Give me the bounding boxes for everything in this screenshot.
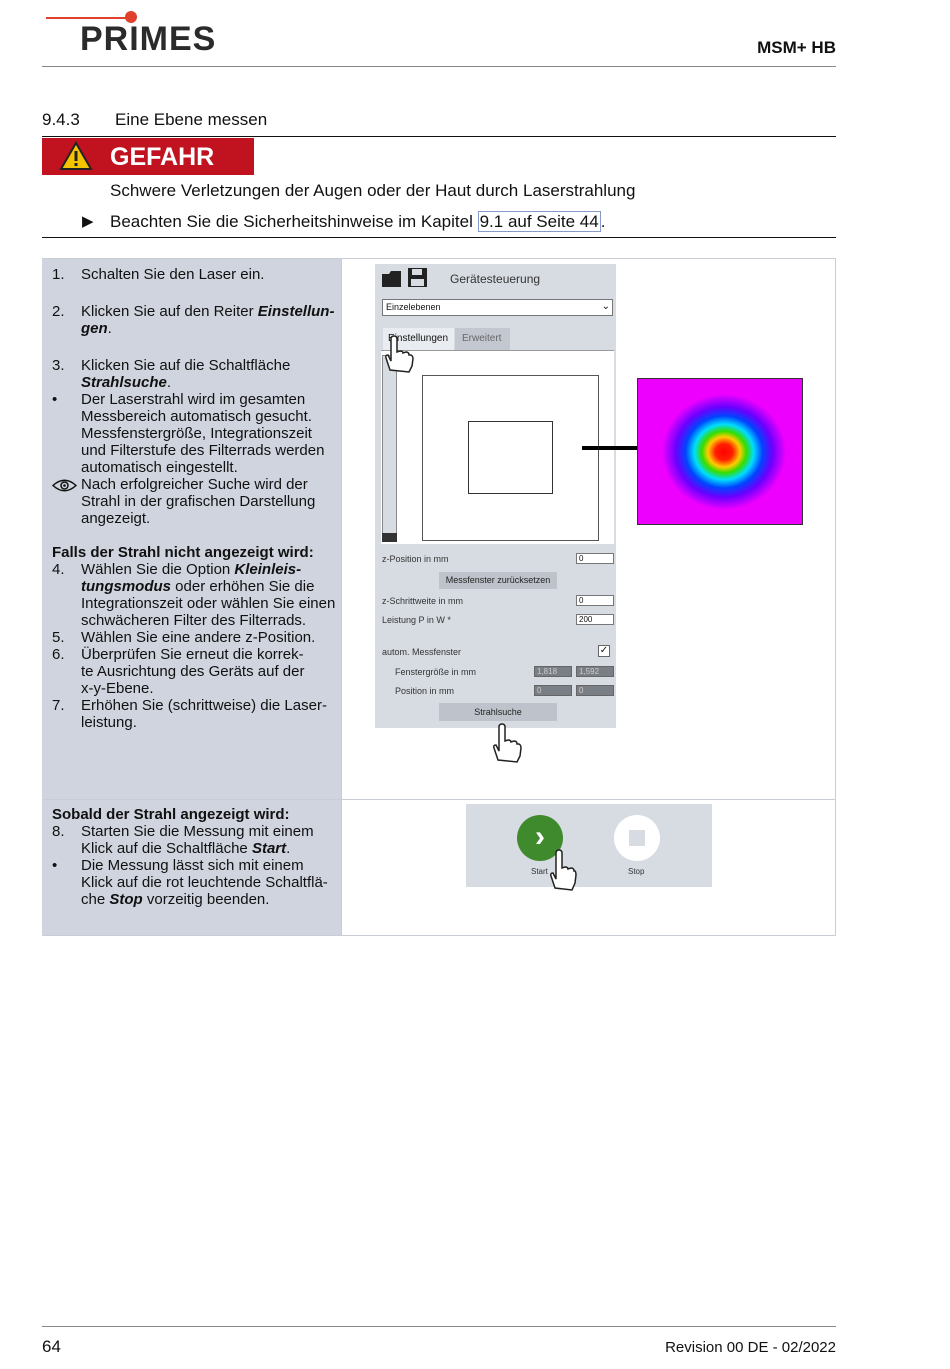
chevron-down-icon: ⌄ [601,301,610,312]
condition-heading: Falls der Strahl nicht angezeigt wird: [52,544,314,561]
row-divider [42,799,836,800]
z-step-input[interactable]: 0 [576,595,614,606]
section-number: 9.4.3 [42,110,80,129]
chapter-link[interactable]: 9.1 auf Seite 44 [479,212,599,231]
step-7: Erhöhen Sie (schrittweise) die Laser- [81,697,327,714]
safety-note-end: . [600,212,606,231]
z-slider-handle[interactable] [382,533,397,542]
step-8-cont [81,840,290,857]
window-size-x-input[interactable]: 1,818 [534,666,572,677]
danger-divider [42,237,836,238]
hand-pointer-icon [545,848,577,892]
auto-window-label: autom. Messfenster [382,647,462,657]
step-3: Klicken Sie auf die Schaltfläche [81,357,291,374]
section-divider [42,136,836,137]
logo-accent-line [46,17,126,19]
step-6-line: x-y-Ebene. [81,680,154,697]
step-number: 6. [52,646,65,663]
step-3-cont [81,374,171,391]
step-2-period: . [107,320,112,337]
step-number: 5. [52,629,65,646]
step-1: Schalten Sie den Laser ein. [81,266,265,283]
step-3-keyword: Strahlsuche [81,374,167,391]
step-number: 7. [52,697,65,714]
page-number: 64 [42,1337,61,1356]
tab-settings[interactable]: Einstellungen [383,328,454,350]
step-number: 3. [52,357,65,374]
step-4-text-2: oder erhöhen Sie die [171,578,315,595]
section-title: Eine Ebene messen [115,110,268,129]
z-step-label: z-Schrittweite in mm [382,596,464,606]
result-line: Messfenstergröße, Integrationszeit [81,425,312,442]
auto-window-checkbox[interactable]: ✓ [599,645,609,656]
stop-icon [629,830,645,846]
measurement-controls [466,804,712,887]
step-number: 4. [52,561,65,578]
step-4-text: Wählen Sie die Option [81,561,235,578]
step-2-text: Klicken Sie auf den Reiter [81,303,258,320]
result-text: che [81,891,110,908]
observation-line: Nach erfolgreicher Suche wird der [81,476,308,493]
step-number: 2. [52,303,65,320]
eye-icon [52,478,77,493]
step-4-keyword: Kleinleis- [234,561,302,578]
power-input[interactable]: 200 [576,614,614,625]
folder-icon[interactable] [381,268,403,288]
window-size-y-input[interactable]: 1,592 [576,666,614,677]
power-label: Leistung P in W * [382,615,451,625]
step-6-line: te Ausrichtung des Geräts auf der [81,663,305,680]
header-divider [42,66,836,67]
bullet: • [52,857,58,874]
step-number: 1. [52,266,65,283]
step-4-line: Integrationszeit oder wählen Sie einen [81,595,336,612]
tab-advanced[interactable]: Erweitert [455,328,510,350]
result-line: automatisch eingestellt. [81,459,238,476]
step-4 [81,561,301,578]
danger-label: GEFAHR [110,143,215,171]
safety-note [110,212,605,232]
window-size-label: Fenstergröße in mm [395,667,477,677]
step-3-period: . [166,374,172,391]
start-button[interactable]: › [517,815,563,861]
result-line: Klick auf die rot leuchtende Schaltflä- [81,874,328,891]
step-number: 8. [52,823,65,840]
revision-info: Revision 00 DE - 02/2022 [665,1339,836,1356]
result-line: Der Laserstrahl wird im gesamten [81,391,306,408]
safety-note-text: Beachten Sie die Sicherheitshinweise im Kapitel [110,212,478,231]
step-8: Starten Sie die Messung mit einem [81,823,314,840]
result-line: und Filterstufe des Filterrads werden [81,442,325,459]
z-position-label: z-Position in mm [382,554,449,564]
start-label: Start [531,867,548,876]
hand-pointer-icon [488,722,522,764]
footer-divider [42,1326,836,1327]
z-slider[interactable] [382,355,397,542]
step-2 [81,303,334,320]
hand-pointer-icon [380,334,414,374]
step-2-cont [81,320,112,337]
observation-line: angezeigt. [81,510,151,527]
result-text-end: vorzeitig beenden. [142,891,270,908]
stop-keyword: Stop [109,891,143,908]
result-line: Die Messung lässt sich mit einem [81,857,304,874]
reset-window-button[interactable]: Messfenster zurücksetzen [439,572,557,589]
observation-line: Strahl in der grafischen Darstellung [81,493,316,510]
save-icon[interactable] [407,267,428,288]
result-line: Messbereich automatisch gesucht. [81,408,312,425]
z-position-input[interactable]: 0 [576,553,614,564]
step-8-period: . [286,840,291,857]
mode-select-value: Einzelebenen [386,302,441,312]
logo: PRIMES [80,20,217,58]
arrow-right-icon: ▶ [82,213,94,230]
measurement-window [468,421,553,494]
step-2-keyword-end: gen [81,320,108,337]
document-title: MSM+ HB [757,38,836,57]
step-4-keyword-end: tungsmodus [81,578,171,595]
position-y-input[interactable]: 0 [576,685,614,696]
position-x-input[interactable]: 0 [534,685,572,696]
warning-icon [59,141,93,171]
step-7-line: leistung. [81,714,137,731]
step-5: Wählen Sie eine andere z-Position. [81,629,316,646]
step-4-cont [81,578,314,595]
bullet: • [52,391,58,408]
result-line [81,891,269,908]
beam-profile-heatmap [637,378,803,525]
step-2-keyword: Einstellun- [257,303,335,320]
step-8-keyword: Start [251,840,287,857]
condition-heading: Sobald der Strahl angezeigt wird: [52,806,290,823]
stop-label: Stop [628,867,645,876]
step-8-text: Klick auf die Schaltfläche [81,840,252,857]
beam-search-button[interactable]: Strahlsuche [439,703,557,721]
column-divider [341,259,342,936]
step-6: Überprüfen Sie erneut die korrek- [81,646,304,663]
panel-title: Gerätesteuerung [450,272,541,286]
step-4-line: schwächeren Filter des Filterrads. [81,612,307,629]
position-label: Position in mm [395,686,455,696]
danger-message: Schwere Verletzungen der Augen oder der Haut durch Laserstrahlung [110,181,636,200]
mode-select[interactable] [382,299,613,316]
